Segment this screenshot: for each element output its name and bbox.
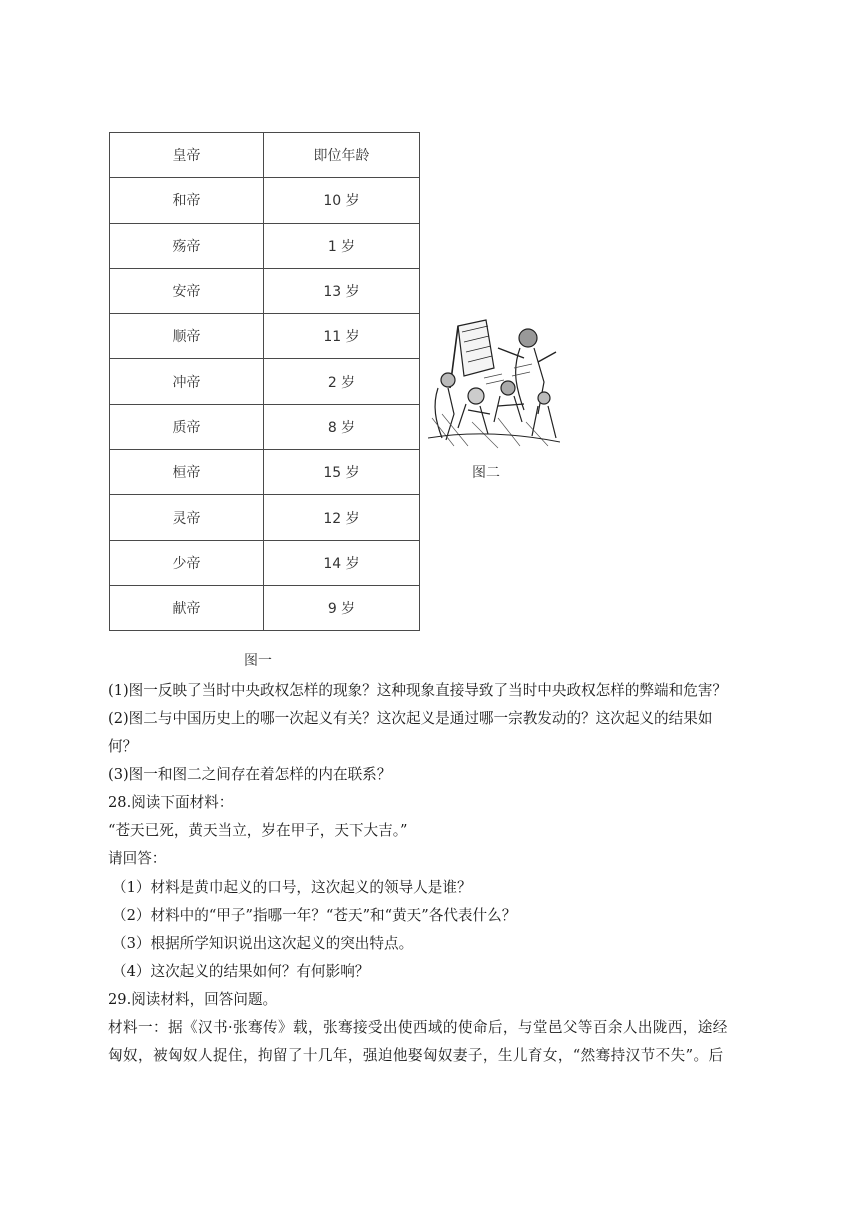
- age-cell: 8 岁: [264, 404, 420, 449]
- question-28-quote: “苍天已死，黄天当立，岁在甲子，天下大吉。”: [108, 822, 408, 839]
- age-cell: 2 岁: [264, 359, 420, 404]
- age-cell: 9 岁: [264, 585, 420, 630]
- emperor-cell: 灵帝: [110, 495, 264, 540]
- emperor-cell: 献帝: [110, 585, 264, 630]
- emperor-cell: 殇帝: [110, 223, 264, 268]
- question-27-2: (2)图二与中国历史上的哪一次起义有关？这次起义是通过哪一宗教发动的？这次起义的结果如: [108, 710, 713, 727]
- figure1-caption: 图一: [244, 653, 272, 669]
- table-row: [110, 223, 420, 268]
- question-27-3: (3)图一和图二之间存在着怎样的内在联系？: [108, 766, 392, 783]
- question-29-title: 29.阅读材料，回答问题。: [108, 991, 278, 1008]
- question-27-2-cont: 何？: [108, 738, 138, 755]
- emperor-cell: 质帝: [110, 404, 264, 449]
- emperor-cell: 和帝: [110, 178, 264, 223]
- question-28-item-1: （1）材料是黄巾起义的口号，这次起义的领导人是谁？: [112, 879, 472, 896]
- table-header-emperor: 皇帝: [110, 133, 264, 178]
- age-cell: 10 岁: [264, 178, 420, 223]
- figure2-caption: 图二: [472, 465, 500, 481]
- table-row: [110, 450, 420, 495]
- table-row: [110, 540, 420, 585]
- emperor-cell: 安帝: [110, 268, 264, 313]
- question-28-item-3: （3）根据所学知识说出这次起义的突出特点。: [112, 935, 414, 952]
- table-row: [110, 404, 420, 449]
- question-29-material-line-2: 匈奴，被匈奴人捉住，拘留了十几年，强迫他娶匈奴妻子，生儿育女，“然骞持汉节不失”。后: [108, 1047, 724, 1064]
- question-28-title: 28.阅读下面材料：: [108, 794, 234, 811]
- age-cell: 1 岁: [264, 223, 420, 268]
- age-cell: 11 岁: [264, 314, 420, 359]
- table-row: [110, 495, 420, 540]
- table-row: [110, 314, 420, 359]
- table-header-age: 即位年龄: [264, 133, 420, 178]
- uprising-illustration: [428, 318, 560, 450]
- question-28-item-4: （4）这次起义的结果如何？有何影响？: [112, 963, 370, 980]
- table-header-row: [110, 133, 420, 178]
- emperor-cell: 少帝: [110, 540, 264, 585]
- age-cell: 12 岁: [264, 495, 420, 540]
- table-row: [110, 359, 420, 404]
- age-cell: 14 岁: [264, 540, 420, 585]
- emperor-cell: 顺帝: [110, 314, 264, 359]
- emperor-cell: 冲帝: [110, 359, 264, 404]
- age-cell: 15 岁: [264, 450, 420, 495]
- table-row: [110, 268, 420, 313]
- emperor-cell: 桓帝: [110, 450, 264, 495]
- emperor-accession-table: [109, 132, 420, 631]
- question-29-material-line-1: 材料一：据《汉书·张骞传》载，张骞接受出使西域的使命后，与堂邑父等百余人出陇西，途经: [108, 1019, 728, 1036]
- age-cell: 13 岁: [264, 268, 420, 313]
- question-27-1: (1)图一反映了当时中央政权怎样的现象？这种现象直接导致了当时中央政权怎样的弊端和危害？: [108, 682, 728, 699]
- table-row: [110, 585, 420, 630]
- question-28-item-2: （2）材料中的“甲子”指哪一年？“苍天”和“黄天”各代表什么？: [112, 907, 517, 924]
- table-row: [110, 178, 420, 223]
- question-28-prompt: 请回答：: [108, 850, 167, 867]
